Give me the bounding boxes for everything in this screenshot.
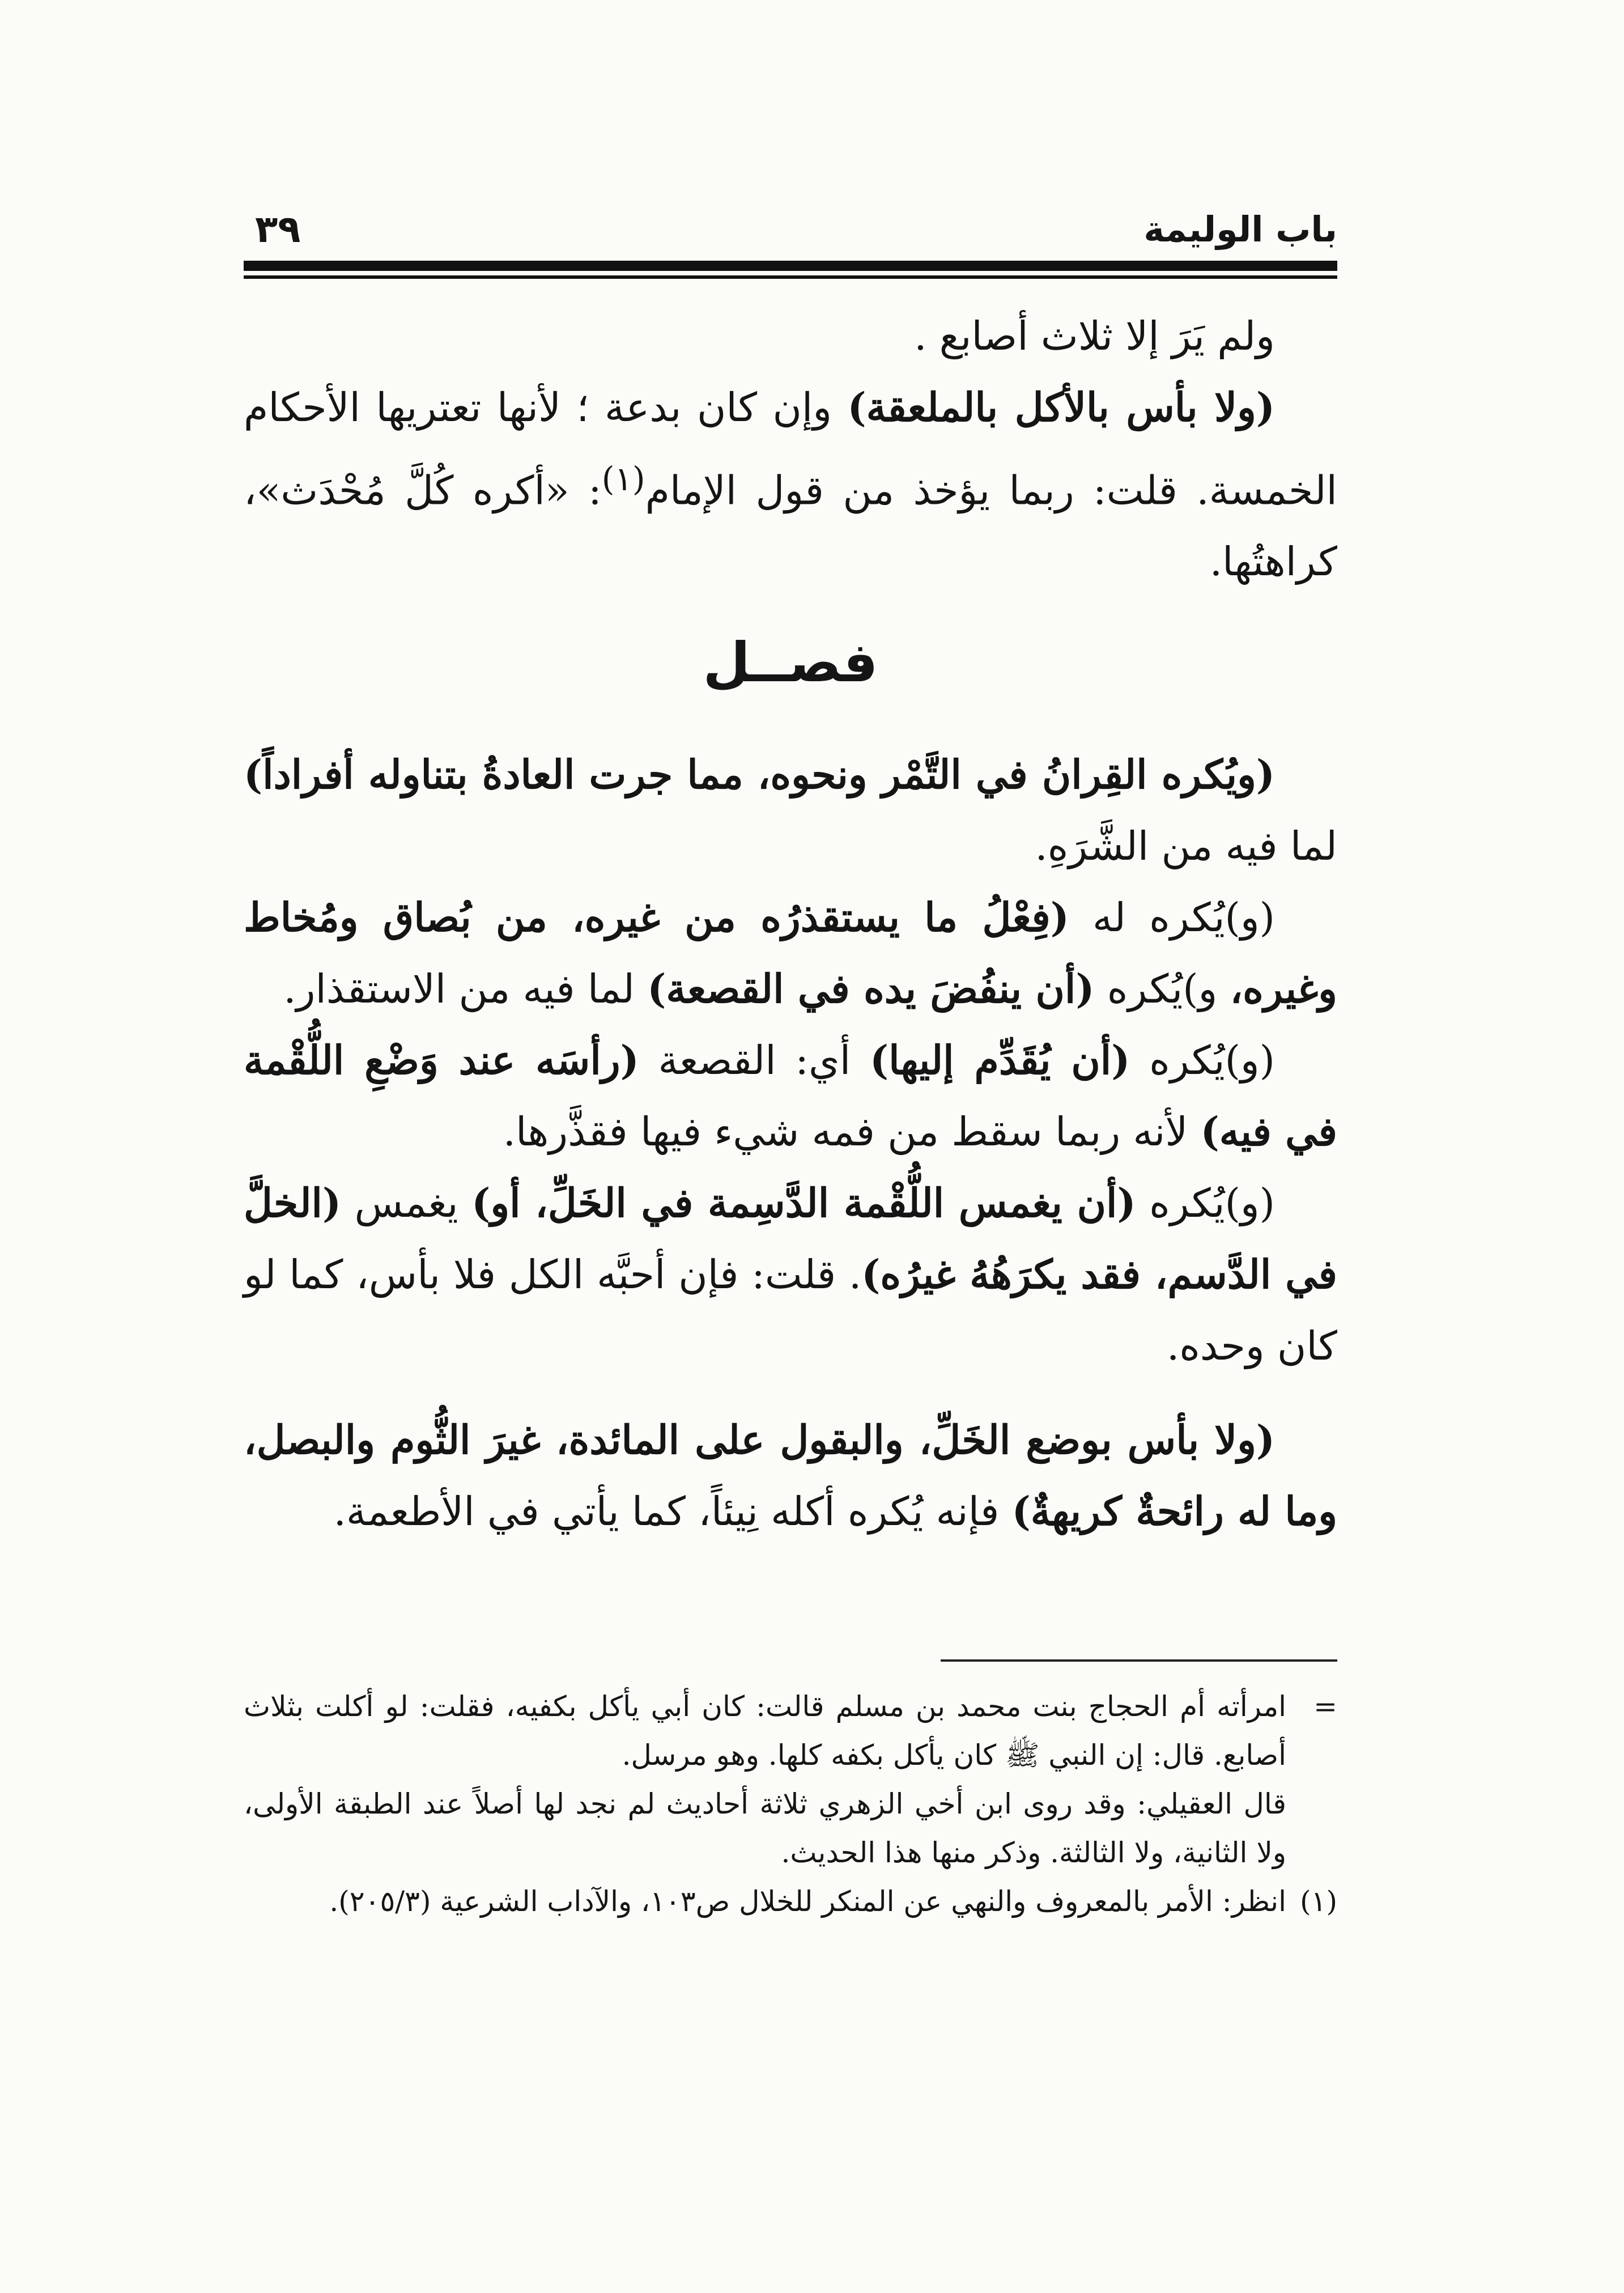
paragraph: (ولا بأس بوضع الخَلِّ، والبقول على المائدة، غيرَ الثُّوم والبصل، وما له رائحةٌ كريهةٌ) فإنه يُكره أكله نِيئاً، كما يأتي في الأطعمة.	[244, 1416, 1337, 1535]
header-rule-thin	[244, 275, 1337, 279]
main-text	[244, 300, 1337, 1547]
paragraph: (و)يُكره (أن يغمس اللُّقْمة الدَّسِمة في الخَلِّ، أو) يغمس (الخلَّ في الدَّسم، فقد يكرَهُهُ غيرُه). قلت: فإن أحبَّه الكل فلا بأس، كما لو كان وحده.	[244, 1179, 1337, 1370]
paragraph: (ويُكره القِرانُ في التَّمْر ونحوه، مما جرت العادةُ بتناوله أفراداً) لما فيه من الشَّرَهِ.	[244, 751, 1337, 870]
continuation-marker: =	[1313, 1690, 1337, 1723]
footnotes	[244, 1682, 1337, 1926]
footnote-paragraph: قال العقيلي: وقد روى ابن أخي الزهري ثلاثة أحاديث لم نجد لها أصلاً عند الطبقة الأولى، ولا الثانية، ولا الثالثة. وذكر منها هذا الحديث.	[244, 1787, 1286, 1869]
footnote-marker: (١)	[1300, 1885, 1337, 1918]
page-header	[244, 204, 1337, 255]
footnote-ref: (١)	[601, 460, 645, 498]
footnote-1: (١) انظر: الأمر بالمعروف والنهي عن المنكر للخلال ص١٠٣، والآداب الشرعية (٢٠٥/٣).	[244, 1877, 1337, 1926]
paragraph: ولم يَرَ إلا ثلاث أصابع .	[914, 313, 1275, 359]
header-rule-thick	[244, 261, 1337, 271]
paragraph: (و)يُكره (أن يُقَدِّم إليها) أي: القصعة (رأسَه عند وَضْعِ اللُّقْمة في فيه) لأنه ربما سقط من فمه شيء فيها فقذَّرها.	[244, 1037, 1337, 1156]
paragraph: (ولا بأس بالأكل بالملعقة) وإن كان بدعة ؛ لأنها تعتريها الأحكام الخمسة. قلت: ربما يؤخذ من قول الإمام$^{(١)}$: «أكره كُلَّ مُحْدَث»، كراهتُها.	[244, 384, 1337, 585]
footnote-separator	[941, 1659, 1337, 1662]
section-title: فصــل	[703, 631, 878, 695]
page-number: ٣٩	[255, 207, 301, 251]
chapter-title: باب الوليمة	[1143, 209, 1337, 250]
paragraph: (و)يُكره له (فِعْلُ ما يستقذرُه من غيره، من بُصاق ومُخاط وغيره، و)يُكره (أن ينفُضَ يده في القصعة) لما فيه من الاستقذار.	[244, 894, 1337, 1013]
footnote-continuation: = امرأته أم الحجاج بنت محمد بن مسلم قالت: كان أبي يأكل بكفيه، فقلت: لو أكلت بثلاث أصابع. قال: إن النبي ﷺ كان يأكل بكفه كلها. وهو مرسل.	[244, 1682, 1337, 1780]
